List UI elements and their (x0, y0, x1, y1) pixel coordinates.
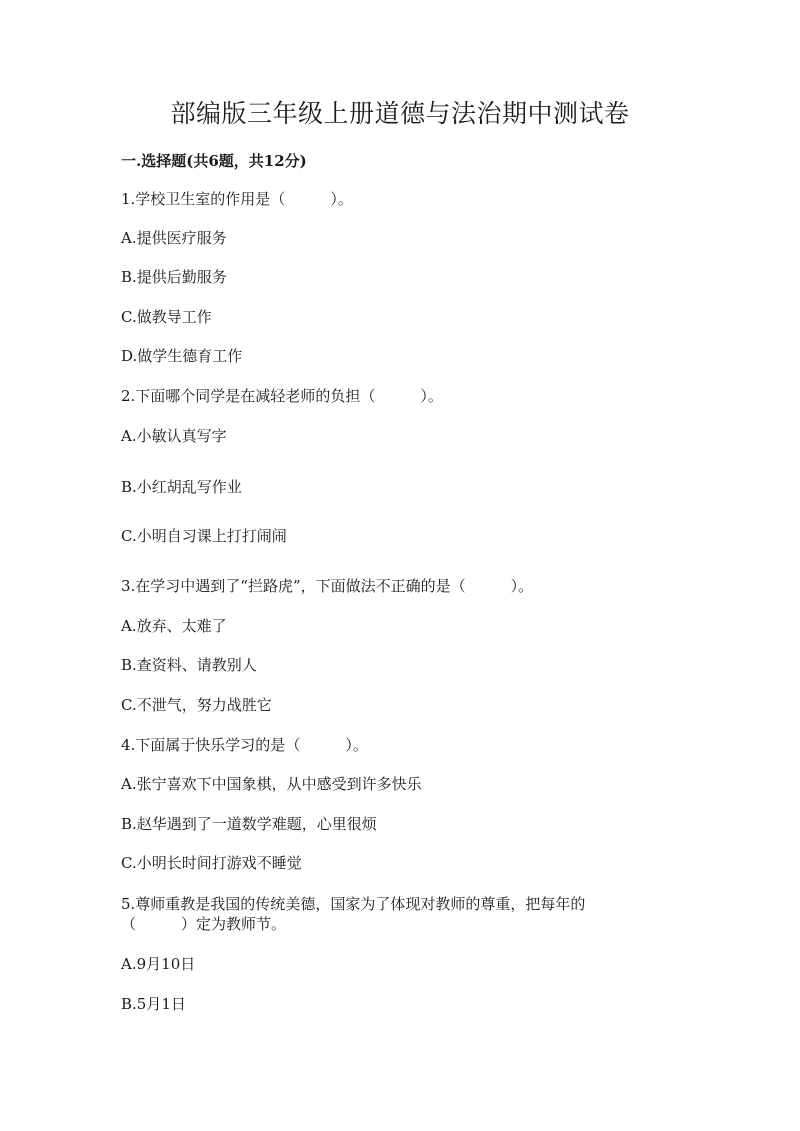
question-1-option-b: B.提供后勤服务 (121, 268, 227, 286)
question-5-stem-continued: （ ）定为教师节。 (121, 915, 287, 933)
question-3-option-b: B.查资料、请教别人 (121, 656, 257, 674)
question-2-stem: 2.下面哪个同学是在减轻老师的负担（ ）。 (121, 387, 443, 405)
question-1-stem: 1.学校卫生室的作用是（ ）。 (121, 190, 353, 208)
question-2-option-a: A.小敏认真写字 (121, 427, 227, 445)
question-3-option-c: C.不泄气，努力战胜它 (121, 696, 272, 714)
question-3-option-a: A.放弃、太难了 (121, 617, 227, 635)
question-4-option-c: C.小明长时间打游戏不睡觉 (121, 854, 302, 872)
question-1-option-c: C.做教导工作 (121, 308, 212, 326)
question-3-stem: 3.在学习中遇到了“拦路虎”，下面做法不正确的是（ ）。 (121, 577, 534, 595)
page-title: 部编版三年级上册道德与法治期中测试卷 (170, 99, 630, 128)
question-4-option-b: B.赵华遇到了一道数学难题，心里很烦 (121, 815, 377, 833)
section-heading: 一.选择题(共6题，共12分) (121, 152, 307, 170)
question-1-option-a: A.提供医疗服务 (121, 229, 227, 247)
question-5-option-b: B.5月1日 (121, 995, 186, 1013)
question-2-option-c: C.小明自习课上打打闹闹 (121, 527, 287, 545)
question-5-stem: 5.尊师重教是我国的传统美德，国家为了体现对教师的尊重，把每年的 (121, 895, 586, 913)
question-5-option-a: A.9月10日 (121, 955, 196, 973)
question-2-option-b: B.小红胡乱写作业 (121, 478, 242, 496)
question-4-option-a: A.张宁喜欢下中国象棋，从中感受到许多快乐 (121, 775, 422, 793)
question-4-stem: 4.下面属于快乐学习的是（ ）。 (121, 736, 368, 754)
question-1-option-d: D.做学生德育工作 (121, 347, 243, 365)
